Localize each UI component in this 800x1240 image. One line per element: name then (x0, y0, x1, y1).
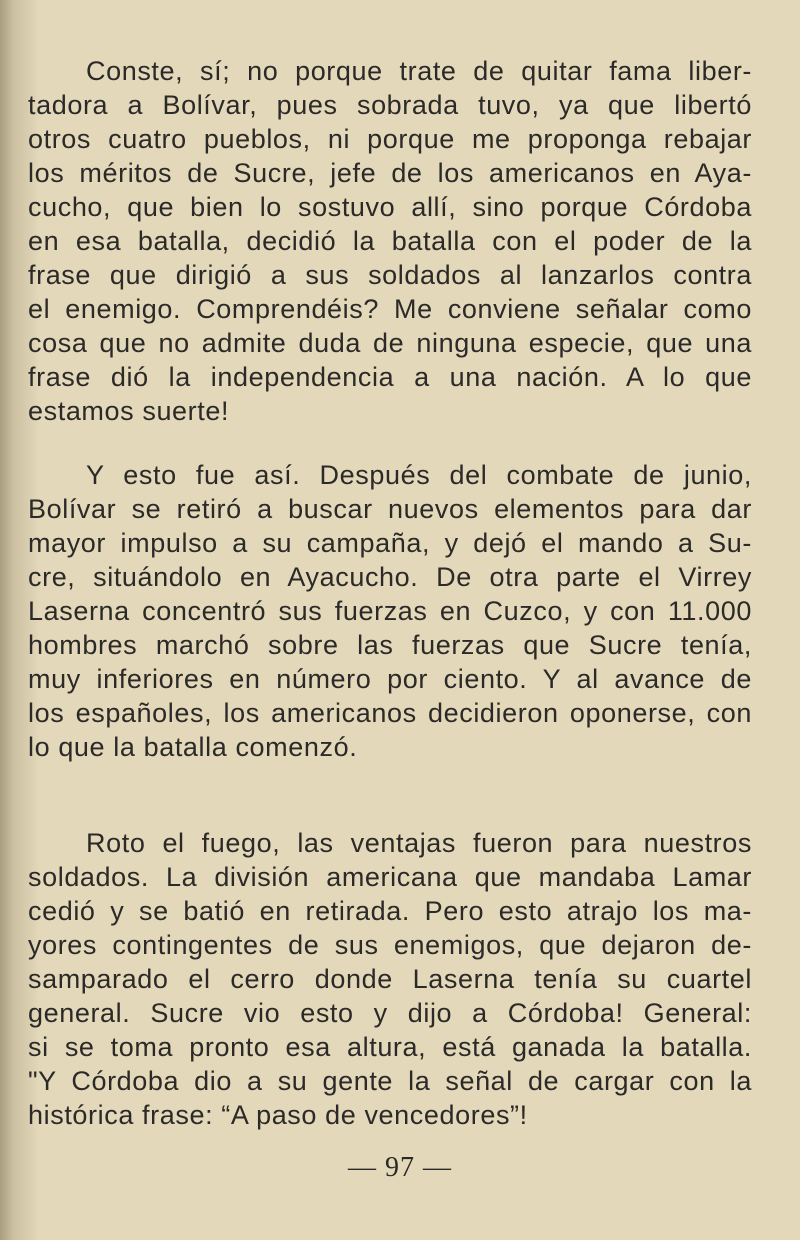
text-line: los méritos de Sucre, jefe de los americanos en Aya- (28, 158, 752, 188)
text-line: "Y Córdoba dio a su gente la señal de cargar con la (28, 1066, 752, 1096)
text-line: Roto el fuego, las ventajas fueron para nuestros (86, 828, 752, 858)
paragraph-3 (28, 826, 752, 1132)
body-text (28, 54, 752, 1132)
text-line: el enemigo. Comprendéis? Me conviene señalar como (28, 294, 752, 324)
text-line: Laserna concentró sus fuerzas en Cuzco, y con 11.000 (28, 596, 752, 626)
text-line: tadora a Bolívar, pues sobrada tuvo, ya que libertó (28, 90, 752, 120)
text-line: los españoles, los americanos decidieron oponerse, con (28, 698, 752, 728)
paragraph-2 (28, 458, 752, 764)
text-line: frase dió la independencia a una nación. A lo que (28, 362, 752, 392)
text-line: samparado el cerro donde Laserna tenía su cuartel (28, 964, 752, 994)
text-line: cosa que no admite duda de ninguna especie, que una (28, 328, 752, 358)
text-line: muy inferiores en número por ciento. Y al avance de (28, 664, 752, 694)
paragraph-1 (28, 54, 752, 428)
text-line: frase que dirigió a sus soldados al lanzarlos contra (28, 260, 752, 290)
text-line: yores contingentes de sus enemigos, que dejaron de- (28, 930, 752, 960)
text-line: en esa batalla, decidió la batalla con el poder de la (28, 226, 752, 256)
text-line: hombres marchó sobre las fuerzas que Sucre tenía, (28, 630, 752, 660)
text-line: general. Sucre vio esto y dijo a Córdoba! General: (28, 998, 752, 1028)
text-line: otros cuatro pueblos, ni porque me proponga rebajar (28, 124, 752, 154)
text-line: cre, situándolo en Ayacucho. De otra parte el Virrey (28, 562, 752, 592)
text-line: mayor impulso a su campaña, y dejó el mando a Su- (28, 528, 752, 558)
text-line: Conste, sí; no porque trate de quitar fama liber- (86, 56, 752, 86)
text-line: si se toma pronto esa altura, está ganada la batalla. (28, 1032, 752, 1062)
page-number: — 97 — (348, 1152, 452, 1183)
text-line: Y esto fue así. Después del combate de junio, (86, 460, 752, 490)
text-line: cedió y se batió en retirada. Pero esto atrajo los ma- (28, 896, 752, 926)
text-line: estamos suerte! (28, 396, 230, 426)
text-line: lo que la batalla comenzó. (28, 732, 358, 762)
text-line: histórica frase: “A paso de vencedores”! (28, 1100, 528, 1130)
text-line: soldados. La división americana que mandaba Lamar (28, 862, 752, 892)
text-line: cucho, que bien lo sostuvo allí, sino porque Córdoba (28, 192, 752, 222)
text-line: Bolívar se retiró a buscar nuevos elementos para dar (28, 494, 752, 524)
